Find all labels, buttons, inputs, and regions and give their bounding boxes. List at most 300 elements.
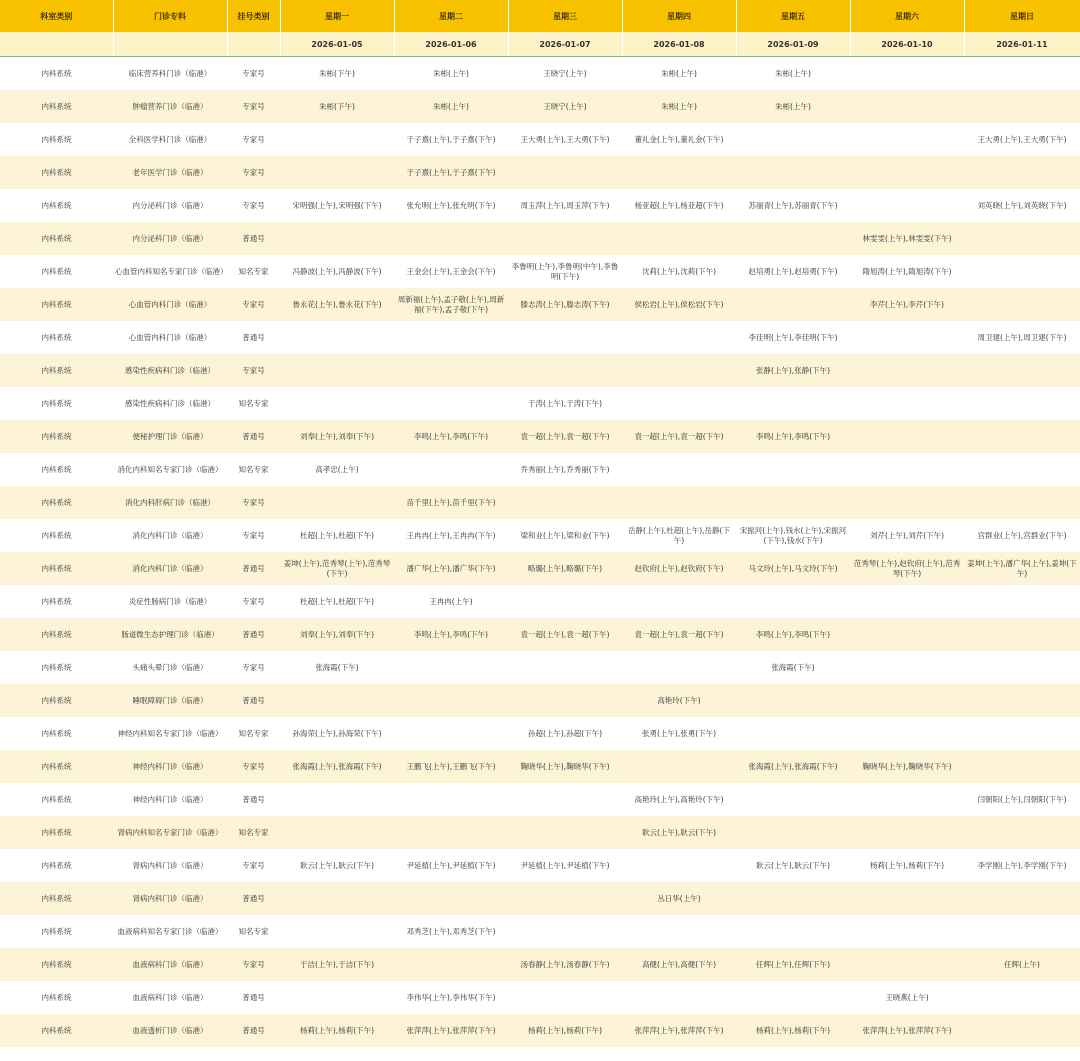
specialty-cell: 肾病内科知名专家门诊（临港）	[113, 816, 227, 849]
specialty-cell: 神经内科门诊（临港）	[113, 750, 227, 783]
sat-cell[interactable]: 王晓燕(上午)	[850, 981, 964, 1014]
mon-cell[interactable]: 于洁(上午),于洁(下午)	[280, 948, 394, 981]
dept-cell: 内科系统	[0, 552, 113, 585]
wed-cell[interactable]	[508, 684, 622, 717]
specialty-cell: 炎症性肠病门诊（临港）	[113, 585, 227, 618]
table-row	[0, 222, 1080, 255]
header-row	[0, 0, 1080, 32]
dept-cell: 内科系统	[0, 123, 113, 156]
fri-cell[interactable]: 任辉(上午),任辉(下午)	[736, 948, 850, 981]
column-header-sat: 星期六	[850, 0, 964, 32]
mon-cell[interactable]: 杨莉(上午),杨莉(下午)	[280, 1014, 394, 1047]
reg-type-cell: 普通号	[227, 783, 280, 816]
dept-cell: 内科系统	[0, 618, 113, 651]
fri-cell[interactable]	[736, 387, 850, 420]
thu-cell[interactable]	[622, 387, 736, 420]
thu-cell[interactable]	[622, 750, 736, 783]
thu-cell[interactable]: 赵钦府(上午),赵钦府(下午)	[622, 552, 736, 585]
tue-cell[interactable]	[394, 321, 508, 354]
specialty-cell: 神经内科门诊（临港）	[113, 783, 227, 816]
mon-cell[interactable]	[280, 321, 394, 354]
table-row	[0, 882, 1080, 915]
fri-cell[interactable]	[736, 585, 850, 618]
specialty-cell: 感染性疾病科门诊（临港）	[113, 354, 227, 387]
wed-cell[interactable]: 于涛(上午),于涛(下午)	[508, 387, 622, 420]
sun-cell[interactable]: 姜坤(上午),潘广华(上午),姜坤(下午)	[964, 552, 1080, 585]
thu-cell[interactable]: 侯松岩(上午),侯松岩(下午)	[622, 288, 736, 321]
thu-cell[interactable]	[622, 486, 736, 519]
sun-cell[interactable]	[964, 618, 1080, 651]
wed-cell[interactable]	[508, 222, 622, 255]
fri-cell[interactable]: 张海霞(上午),张海霞(下午)	[736, 750, 850, 783]
thu-cell[interactable]: 袁一超(上午),袁一超(下午)	[622, 420, 736, 453]
mon-cell[interactable]: 高孝忠(上午)	[280, 453, 394, 486]
dept-cell: 内科系统	[0, 882, 113, 915]
wed-cell[interactable]: 孙超(上午),孙超(下午)	[508, 717, 622, 750]
thu-cell[interactable]: 张萍萍(上午),张萍萍(下午)	[622, 1014, 736, 1047]
date-tue: 2026-01-06	[394, 32, 508, 57]
wed-cell[interactable]: 杨莉(上午),杨莉(下午)	[508, 1014, 622, 1047]
sun-cell[interactable]	[964, 387, 1080, 420]
wed-cell[interactable]	[508, 486, 622, 519]
sat-cell[interactable]	[850, 123, 964, 156]
wed-cell[interactable]	[508, 882, 622, 915]
column-header-mon: 星期一	[280, 0, 394, 32]
sat-cell[interactable]: 李芹(上午),李芹(下午)	[850, 288, 964, 321]
table-row	[0, 486, 1080, 519]
sun-cell[interactable]	[964, 750, 1080, 783]
tue-cell[interactable]: 邓秀芝(上午),邓秀芝(下午)	[394, 915, 508, 948]
wed-cell[interactable]: 尹延植(上午),尹延植(下午)	[508, 849, 622, 882]
fri-cell[interactable]	[736, 915, 850, 948]
mon-cell[interactable]	[280, 387, 394, 420]
mon-cell[interactable]: 冯静波(上午),冯静波(下午)	[280, 255, 394, 288]
wed-cell[interactable]	[508, 585, 622, 618]
tue-cell[interactable]	[394, 453, 508, 486]
fri-cell[interactable]: 李鸣(上午),李鸣(下午)	[736, 618, 850, 651]
thu-cell[interactable]: 高健(上午),高健(下午)	[622, 948, 736, 981]
reg-type-cell: 普通号	[227, 222, 280, 255]
thu-cell[interactable]	[622, 915, 736, 948]
sun-cell[interactable]	[964, 684, 1080, 717]
fri-cell[interactable]: 张静(上午),张静(下午)	[736, 354, 850, 387]
sun-cell[interactable]: 王大勇(上午),王大勇(下午)	[964, 123, 1080, 156]
tue-cell[interactable]: 周新福(上午),孟子敬(上午),周新福(下午),孟子敬(下午)	[394, 288, 508, 321]
mon-cell[interactable]	[280, 354, 394, 387]
mon-cell[interactable]: 刘奉(上午),刘奉(下午)	[280, 420, 394, 453]
fri-cell[interactable]	[736, 156, 850, 189]
table-row	[0, 354, 1080, 387]
wed-cell[interactable]	[508, 156, 622, 189]
reg-type-cell: 普通号	[227, 981, 280, 1014]
mon-cell[interactable]: 杜超(上午),杜超(下午)	[280, 519, 394, 552]
wed-cell[interactable]: 袁一超(上午),袁一超(下午)	[508, 420, 622, 453]
fri-cell[interactable]: 朱彬(上午)	[736, 57, 850, 91]
reg-type-cell: 知名专家	[227, 717, 280, 750]
table-row	[0, 816, 1080, 849]
dept-cell: 内科系统	[0, 90, 113, 123]
tue-cell[interactable]: 朱彬(上午)	[394, 90, 508, 123]
column-header-thu: 星期四	[622, 0, 736, 32]
specialty-cell: 肾病内科门诊（临港）	[113, 882, 227, 915]
dept-cell: 内科系统	[0, 750, 113, 783]
tue-cell[interactable]	[394, 948, 508, 981]
sun-cell[interactable]: 李学刚(上午),李学刚(下午)	[964, 849, 1080, 882]
thu-cell[interactable]: 朱彬(上午)	[622, 57, 736, 91]
thu-cell[interactable]	[622, 651, 736, 684]
thu-cell[interactable]	[622, 453, 736, 486]
sun-cell[interactable]	[964, 585, 1080, 618]
tue-cell[interactable]	[394, 882, 508, 915]
dept-cell: 内科系统	[0, 519, 113, 552]
fri-cell[interactable]	[736, 453, 850, 486]
wed-cell[interactable]	[508, 354, 622, 387]
tue-cell[interactable]: 王冉冉(上午)	[394, 585, 508, 618]
reg-type-cell: 专家号	[227, 90, 280, 123]
sat-cell[interactable]: 林雯雯(上午),林雯雯(下午)	[850, 222, 964, 255]
sat-cell[interactable]	[850, 882, 964, 915]
sun-cell[interactable]	[964, 156, 1080, 189]
wed-cell[interactable]: 李鲁明(上午),李鲁明(中午),李鲁明(下午)	[508, 255, 622, 288]
sat-cell[interactable]	[850, 948, 964, 981]
reg-type-cell: 专家号	[227, 486, 280, 519]
mon-cell[interactable]	[280, 783, 394, 816]
reg-type-cell: 普通号	[227, 420, 280, 453]
fri-cell[interactable]	[736, 684, 850, 717]
sat-cell[interactable]	[850, 486, 964, 519]
sat-cell[interactable]	[850, 684, 964, 717]
thu-cell[interactable]: 高艳玲(上午),高艳玲(下午)	[622, 783, 736, 816]
wed-cell[interactable]: 袁一超(上午),袁一超(下午)	[508, 618, 622, 651]
reg-type-cell: 知名专家	[227, 816, 280, 849]
sun-cell[interactable]	[964, 90, 1080, 123]
sat-cell[interactable]	[850, 420, 964, 453]
tue-cell[interactable]: 王鹏飞(上午),王鹏飞(下午)	[394, 750, 508, 783]
specialty-cell: 心血管内科门诊（临港）	[113, 288, 227, 321]
column-header-specialty: 门诊专科	[113, 0, 227, 32]
fri-cell[interactable]: 张海霞(下午)	[736, 651, 850, 684]
sat-cell[interactable]	[850, 618, 964, 651]
fri-cell[interactable]: 朱彬(上午)	[736, 90, 850, 123]
wed-cell[interactable]	[508, 321, 622, 354]
fri-cell[interactable]	[736, 288, 850, 321]
sun-cell[interactable]: 闫朝阳(上午),闫朝阳(下午)	[964, 783, 1080, 816]
thu-cell[interactable]	[622, 981, 736, 1014]
mon-cell[interactable]: 朱彬(下午)	[280, 90, 394, 123]
tue-cell[interactable]	[394, 717, 508, 750]
table-row	[0, 717, 1080, 750]
thu-cell[interactable]: 高艳玲(下午)	[622, 684, 736, 717]
tue-cell[interactable]: 苗千里(上午),苗千里(下午)	[394, 486, 508, 519]
specialty-cell: 头痛头晕门诊（临港）	[113, 651, 227, 684]
table-row	[0, 585, 1080, 618]
sun-cell[interactable]	[964, 717, 1080, 750]
date-sat: 2026-01-10	[850, 32, 964, 57]
table-row	[0, 453, 1080, 486]
dept-cell: 内科系统	[0, 420, 113, 453]
sun-cell[interactable]	[964, 816, 1080, 849]
wed-cell[interactable]: 王大勇(上午),王大勇(下午)	[508, 123, 622, 156]
tue-cell[interactable]: 于子熹(上午),于子熹(下午)	[394, 156, 508, 189]
sat-cell[interactable]	[850, 585, 964, 618]
specialty-cell: 心血管内科门诊（临港）	[113, 321, 227, 354]
thu-cell[interactable]: 董礼金(上午),董礼金(下午)	[622, 123, 736, 156]
sun-cell[interactable]	[964, 288, 1080, 321]
date-fri: 2026-01-09	[736, 32, 850, 57]
reg-type-cell: 专家号	[227, 123, 280, 156]
sat-cell[interactable]	[850, 453, 964, 486]
mon-cell[interactable]: 姜坤(上午),范秀琴(上午),范秀琴(下午)	[280, 552, 394, 585]
reg-type-cell: 专家号	[227, 651, 280, 684]
column-header-tue: 星期二	[394, 0, 508, 32]
thu-cell[interactable]	[622, 585, 736, 618]
mon-cell[interactable]: 张海霞(下午)	[280, 651, 394, 684]
specialty-cell: 老年医学门诊（临港）	[113, 156, 227, 189]
mon-cell[interactable]	[280, 156, 394, 189]
tue-cell[interactable]: 潘广华(上午),潘广华(下午)	[394, 552, 508, 585]
reg-type-cell: 专家号	[227, 156, 280, 189]
mon-cell[interactable]: 鲁永花(上午),鲁永花(下午)	[280, 288, 394, 321]
table-row	[0, 189, 1080, 222]
wed-cell[interactable]: 略璐(上午),略璐(下午)	[508, 552, 622, 585]
tue-cell[interactable]	[394, 651, 508, 684]
table-row	[0, 849, 1080, 882]
sat-cell[interactable]	[850, 717, 964, 750]
fri-cell[interactable]	[736, 222, 850, 255]
reg-type-cell: 知名专家	[227, 915, 280, 948]
sun-cell[interactable]	[964, 255, 1080, 288]
dept-cell: 内科系统	[0, 849, 113, 882]
tue-cell[interactable]: 尹延植(上午),尹延植(下午)	[394, 849, 508, 882]
table-row	[0, 90, 1080, 123]
reg-type-cell: 专家号	[227, 288, 280, 321]
tue-cell[interactable]: 李伟华(上午),李伟华(下午)	[394, 981, 508, 1014]
sat-cell[interactable]	[850, 915, 964, 948]
thu-cell[interactable]	[622, 321, 736, 354]
mon-cell[interactable]: 张海霞(上午),张海霞(下午)	[280, 750, 394, 783]
dept-cell: 内科系统	[0, 486, 113, 519]
date-row	[0, 32, 1080, 57]
thu-cell[interactable]: 张勇(上午),张勇(下午)	[622, 717, 736, 750]
reg-type-cell: 专家号	[227, 849, 280, 882]
sun-cell[interactable]: 周卫建(上午),周卫建(下午)	[964, 321, 1080, 354]
tue-cell[interactable]: 张允明(上午),张允明(下午)	[394, 189, 508, 222]
fri-cell[interactable]	[736, 981, 850, 1014]
mon-cell[interactable]	[280, 222, 394, 255]
sat-cell[interactable]	[850, 90, 964, 123]
sat-cell[interactable]	[850, 783, 964, 816]
sat-cell[interactable]	[850, 57, 964, 91]
sat-cell[interactable]	[850, 321, 964, 354]
thu-cell[interactable]	[622, 354, 736, 387]
fri-cell[interactable]	[736, 882, 850, 915]
dept-cell: 内科系统	[0, 321, 113, 354]
sun-cell[interactable]: 任辉(上午)	[964, 948, 1080, 981]
tue-cell[interactable]: 王冉冉(上午),王冉冉(下午)	[394, 519, 508, 552]
reg-type-cell: 专家号	[227, 585, 280, 618]
column-header-reg-type: 挂号类别	[227, 0, 280, 32]
thu-cell[interactable]	[622, 222, 736, 255]
tue-cell[interactable]: 李鸣(上午),李鸣(下午)	[394, 618, 508, 651]
specialty-cell: 心血管内科知名专家门诊（临港）	[113, 255, 227, 288]
sat-cell[interactable]	[850, 156, 964, 189]
tue-cell[interactable]	[394, 816, 508, 849]
reg-type-cell: 专家号	[227, 519, 280, 552]
wed-cell[interactable]: 滕志涛(上午),滕志涛(下午)	[508, 288, 622, 321]
thu-cell[interactable]	[622, 156, 736, 189]
reg-type-cell: 普通号	[227, 321, 280, 354]
tue-cell[interactable]: 朱彬(上午)	[394, 57, 508, 91]
dept-cell: 内科系统	[0, 948, 113, 981]
sat-cell[interactable]: 杨莉(上午),杨莉(下午)	[850, 849, 964, 882]
wed-cell[interactable]: 周玉萍(上午),周玉萍(下午)	[508, 189, 622, 222]
mon-cell[interactable]	[280, 684, 394, 717]
table-row	[0, 915, 1080, 948]
wed-cell[interactable]: 梁和业(上午),梁和业(下午)	[508, 519, 622, 552]
thu-cell[interactable]: 耿云(上午),耿云(下午)	[622, 816, 736, 849]
wed-cell[interactable]: 乔秀丽(上午),乔秀丽(下午)	[508, 453, 622, 486]
sun-cell[interactable]	[964, 222, 1080, 255]
fri-cell[interactable]	[736, 123, 850, 156]
fri-cell[interactable]	[736, 783, 850, 816]
thu-cell[interactable]: 袁一超(上午),袁一超(下午)	[622, 618, 736, 651]
mon-cell[interactable]	[280, 915, 394, 948]
sun-cell[interactable]	[964, 453, 1080, 486]
sun-cell[interactable]	[964, 882, 1080, 915]
sun-cell[interactable]	[964, 420, 1080, 453]
fri-cell[interactable]: 李鸣(上午),李鸣(下午)	[736, 420, 850, 453]
wed-cell[interactable]	[508, 816, 622, 849]
specialty-cell: 血液病科门诊（临港）	[113, 948, 227, 981]
wed-cell[interactable]	[508, 981, 622, 1014]
tue-cell[interactable]	[394, 684, 508, 717]
mon-cell[interactable]: 耿云(上午),耿云(下午)	[280, 849, 394, 882]
sat-cell[interactable]	[850, 189, 964, 222]
fri-cell[interactable]: 耿云(上午),耿云(下午)	[736, 849, 850, 882]
thu-cell[interactable]: 朱彬(上午)	[622, 90, 736, 123]
thu-cell[interactable]: 沈莉(上午),沈莉(下午)	[622, 255, 736, 288]
tue-cell[interactable]: 张萍萍(上午),张萍萍(下午)	[394, 1014, 508, 1047]
dept-cell: 内科系统	[0, 453, 113, 486]
mon-cell[interactable]: 宋明强(上午),宋明强(下午)	[280, 189, 394, 222]
specialty-cell: 消化内科肝病门诊（临港）	[113, 486, 227, 519]
reg-type-cell: 专家号	[227, 948, 280, 981]
reg-type-cell: 普通号	[227, 552, 280, 585]
reg-type-cell: 普通号	[227, 618, 280, 651]
mon-cell[interactable]	[280, 981, 394, 1014]
mon-cell[interactable]	[280, 816, 394, 849]
wed-cell[interactable]: 汤春静(上午),汤春静(下午)	[508, 948, 622, 981]
thu-cell[interactable]: 岳静(上午),杜超(上午),岳静(下午)	[622, 519, 736, 552]
fri-cell[interactable]: 杨莉(上午),杨莉(下午)	[736, 1014, 850, 1047]
mon-cell[interactable]: 杜超(上午),杜超(下午)	[280, 585, 394, 618]
sun-cell[interactable]: 宫群业(上午),宫群业(下午)	[964, 519, 1080, 552]
tue-cell[interactable]	[394, 387, 508, 420]
tue-cell[interactable]	[394, 783, 508, 816]
fri-cell[interactable]	[736, 717, 850, 750]
sat-cell[interactable]: 张萍萍(上午),张萍萍(下午)	[850, 1014, 964, 1047]
mon-cell[interactable]	[280, 486, 394, 519]
tue-cell[interactable]: 王金会(上午),王金会(下午)	[394, 255, 508, 288]
wed-cell[interactable]	[508, 915, 622, 948]
sat-cell[interactable]	[850, 354, 964, 387]
wed-cell[interactable]: 王晓宁(上午)	[508, 57, 622, 91]
table-row	[0, 618, 1080, 651]
sun-cell[interactable]	[964, 981, 1080, 1014]
sat-cell[interactable]: 范秀琴(上午),赵钦府(上午),范秀琴(下午)	[850, 552, 964, 585]
mon-cell[interactable]	[280, 123, 394, 156]
dept-cell: 内科系统	[0, 288, 113, 321]
table-row	[0, 552, 1080, 585]
thu-cell[interactable]	[622, 849, 736, 882]
sun-cell[interactable]	[964, 651, 1080, 684]
sun-cell[interactable]	[964, 354, 1080, 387]
fri-cell[interactable]	[736, 816, 850, 849]
tue-cell[interactable]: 于子熹(上午),于子熹(下午)	[394, 123, 508, 156]
sat-cell[interactable]: 鞠晓华(上午),鞠晓华(下午)	[850, 750, 964, 783]
dept-cell: 内科系统	[0, 981, 113, 1014]
table-row	[0, 288, 1080, 321]
fri-cell[interactable]	[736, 486, 850, 519]
mon-cell[interactable]: 刘奉(上午),刘奉(下午)	[280, 618, 394, 651]
tue-cell[interactable]: 李鸣(上午),李鸣(下午)	[394, 420, 508, 453]
table-row	[0, 255, 1080, 288]
mon-cell[interactable]: 孙海荣(上午),孙海荣(下午)	[280, 717, 394, 750]
sat-cell[interactable]	[850, 816, 964, 849]
sun-cell[interactable]: 刘英晓(上午),刘英晓(下午)	[964, 189, 1080, 222]
wed-cell[interactable]: 王晓宁(上午)	[508, 90, 622, 123]
date-sun: 2026-01-11	[964, 32, 1080, 57]
date-cell	[113, 32, 227, 57]
thu-cell[interactable]: 杨亚超(上午),杨亚超(下午)	[622, 189, 736, 222]
sun-cell[interactable]	[964, 57, 1080, 91]
fri-cell[interactable]: 宋振河(上午),钱水(上午),宋振河(下午),钱水(下午)	[736, 519, 850, 552]
fri-cell[interactable]: 苏丽青(上午),苏丽青(下午)	[736, 189, 850, 222]
wed-cell[interactable]	[508, 651, 622, 684]
wed-cell[interactable]	[508, 783, 622, 816]
date-cell	[0, 32, 113, 57]
specialty-cell: 全科医学科门诊（临港）	[113, 123, 227, 156]
tue-cell[interactable]	[394, 222, 508, 255]
sat-cell[interactable]	[850, 387, 964, 420]
sun-cell[interactable]	[964, 486, 1080, 519]
reg-type-cell: 普通号	[227, 684, 280, 717]
sat-cell[interactable]: 隋旭涛(上午),隋旭涛(下午)	[850, 255, 964, 288]
sat-cell[interactable]	[850, 651, 964, 684]
sat-cell[interactable]: 刘芹(上午),刘芹(下午)	[850, 519, 964, 552]
tue-cell[interactable]	[394, 354, 508, 387]
reg-type-cell: 知名专家	[227, 453, 280, 486]
mon-cell[interactable]	[280, 882, 394, 915]
specialty-cell: 内分泌科门诊（临港）	[113, 189, 227, 222]
column-header-fri: 星期五	[736, 0, 850, 32]
dept-cell: 内科系统	[0, 354, 113, 387]
specialty-cell: 感染性疾病科门诊（临港）	[113, 387, 227, 420]
thu-cell[interactable]: 丛日华(上午)	[622, 882, 736, 915]
fri-cell[interactable]: 马文玲(上午),马文玲(下午)	[736, 552, 850, 585]
specialty-cell: 神经内科知名专家门诊（临港）	[113, 717, 227, 750]
sun-cell[interactable]	[964, 915, 1080, 948]
wed-cell[interactable]: 鞠晓华(上午),鞠晓华(下午)	[508, 750, 622, 783]
fri-cell[interactable]: 赵培勇(上午),赵培勇(下午)	[736, 255, 850, 288]
mon-cell[interactable]: 朱彬(下午)	[280, 57, 394, 91]
table-row	[0, 519, 1080, 552]
specialty-cell: 便秘护理门诊（临港）	[113, 420, 227, 453]
specialty-cell: 临床营养科门诊（临港）	[113, 57, 227, 91]
dept-cell: 内科系统	[0, 651, 113, 684]
sun-cell[interactable]	[964, 1014, 1080, 1047]
fri-cell[interactable]: 李佳明(上午),李佳明(下午)	[736, 321, 850, 354]
